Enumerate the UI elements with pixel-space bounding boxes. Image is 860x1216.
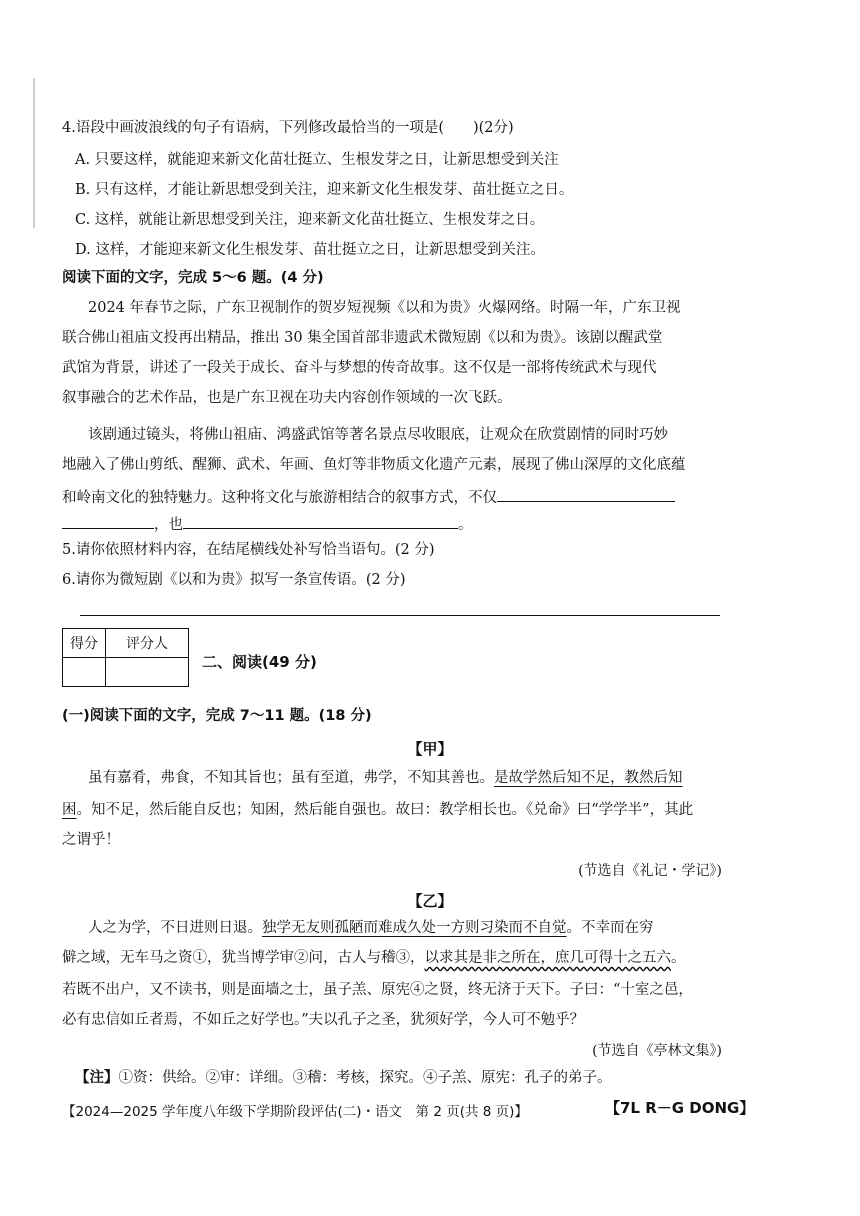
q4-option-a: A. 只要这样，就能迎来新文化苗壮挺立、生根发芽之日，让新思想受到关注 — [75, 152, 559, 168]
blank-end: 。 — [458, 517, 473, 533]
grader-cell[interactable] — [106, 658, 189, 687]
yi-line4: 必有忠信如丘者焉，不如丘之好学也。”夫以孔子之圣，犹须好学，今人可不勉乎？ — [62, 1012, 585, 1028]
score-header: 得分 — [63, 629, 106, 658]
reading1-para2-line2: 地融入了佛山剪纸、醒狮、武术、年画、鱼灯等非物质文化遗产元素，展现了佛山深厚的文化底蕴 — [62, 457, 686, 473]
scan-edge-mark — [33, 78, 35, 228]
jia-underlined-sentence-b: 困 — [62, 802, 77, 818]
yi-line2-tail: 。 — [671, 950, 686, 966]
score-cell[interactable] — [63, 658, 106, 687]
yi-title: 【乙】 — [407, 892, 453, 910]
q4-stem: 4.语段中画波浪线的句子有语病，下列修改最恰当的一项是( )(2分) — [62, 120, 514, 136]
reading1-para1-line4: 叙事融合的艺术作品，也是广东卫视在功夫内容创作领域的一次飞跃。 — [62, 390, 512, 406]
reading1-para1-line1: 2024 年春节之际，广东卫视制作的贺岁短视频《以和为贵》火爆网络。时隔一年，广东卫视 — [88, 300, 681, 316]
answer-blank-2[interactable] — [62, 512, 154, 529]
blank-connector: ，也 — [154, 517, 183, 533]
jia-line1-plain: 虽有嘉肴，弗食，不知其旨也；虽有至道，弗学，不知其善也。 — [88, 770, 494, 786]
notes-label: 【注】 — [75, 1070, 119, 1086]
q6-text: 6.请你为微短剧《以和为贵》拟写一条宣传语。(2 分) — [62, 572, 406, 588]
reading1-para2-line1: 该剧通过镜头，将佛山祖庙、鸿盛武馆等著名景点尽收眼底，让观众在欣赏剧情的同时巧妙 — [88, 427, 668, 443]
section-title: 二、阅读(49 分) — [202, 653, 317, 671]
answer-blank-1[interactable] — [497, 485, 675, 502]
jia-title: 【甲】 — [407, 740, 453, 758]
yi-line1-tail: 。不幸而在穷 — [566, 920, 654, 936]
reading1-para2-line3: 和岭南文化的独特魅力。这种将文化与旅游相结合的叙事方式，不仅 — [62, 490, 497, 506]
yi-source: (节选自《亭林文集》) — [592, 1043, 722, 1059]
yi-wavy-sentence: 以求其是非之所在，庶几可得十之五六 — [424, 950, 671, 966]
notes-text: ①资：供给。②审：详细。③稽：考核，探究。④子羔、原宪：孔子的弟子。 — [118, 1070, 612, 1086]
reading1-heading: 阅读下面的文字，完成 5～6 题。(4 分) — [62, 270, 324, 286]
reading1-para1-line3: 武馆为背景，讲述了一段关于成长、奋斗与梦想的传奇故事。这不仅是一部将传统武术与现代 — [62, 360, 657, 376]
q4-option-b: B. 只有这样，才能让新思想受到关注，迎来新文化生根发芽、苗壮挺立之日。 — [75, 182, 574, 198]
grader-header: 评分人 — [106, 629, 189, 658]
yi-underlined-sentence: 独学无友则孤陋而难成久处一方则习染而不自觉 — [262, 920, 567, 936]
jia-underlined-sentence-a: 是故学然后知不足，教然后知 — [494, 770, 683, 786]
q5-text: 5.请你依照材料内容，在结尾横线处补写恰当语句。(2 分) — [62, 542, 435, 558]
yi-line1-plain: 人之为学，不日进则日退。 — [88, 920, 262, 936]
part1-heading: (一)阅读下面的文字，完成 7～11 题。(18 分) — [62, 708, 372, 724]
score-table — [62, 628, 189, 687]
q6-answer-line[interactable] — [80, 615, 720, 616]
answer-blank-3[interactable] — [183, 512, 458, 529]
yi-line3: 若既不出户，又不读书，则是面墙之士，虽子羔、原宪④之贤，终无济于天下。子曰：“十室之邑， — [62, 982, 693, 998]
yi-line2-plain: 僻之域，无车马之资①，犹当博学审②问，古人与稽③， — [62, 950, 425, 966]
q4-option-c: C. 这样，就能让新思想受到关注，迎来新文化苗壮挺立、生根发芽之日。 — [75, 212, 545, 228]
jia-line2-plain: 。知不足，然后能自反也；知困，然后能自强也。故曰：教学相长也。《兑命》曰“学学半”，其此 — [76, 802, 694, 818]
jia-source: (节选自《礼记・学记》) — [578, 863, 722, 879]
footer-code: 【7L R－G DONG】 — [605, 1099, 755, 1117]
jia-line3: 之谓乎！ — [62, 832, 120, 848]
footer-page-info: 【2024—2025 学年度八年级下学期阶段评估(二)・语文 第 2 页(共 8 页)】 — [62, 1104, 528, 1120]
q4-option-d: D. 这样，才能迎来新文化生根发芽、苗壮挺立之日，让新思想受到关注。 — [75, 242, 545, 258]
reading1-para1-line2: 联合佛山祖庙文投再出精品，推出 30 集全国首部非遗武术微短剧《以和为贵》。该剧以醒武堂 — [62, 330, 663, 346]
